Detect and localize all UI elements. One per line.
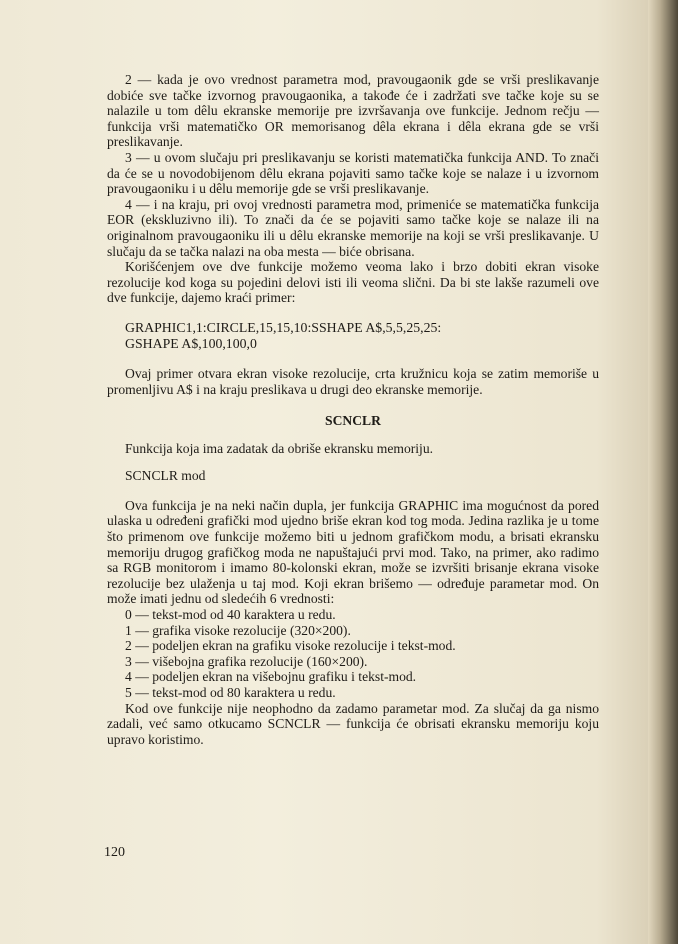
page-number: 120 xyxy=(104,845,125,860)
paragraph-example-intro: Korišćenjem ove dve funkcije možemo veoma lako i brzo dobiti ekran visoke rezolucije kod koga su pojedini delovi isti ili veoma slični. Da bi ste lakše razumeli ove dve funkcije, dajemo kraći primer: xyxy=(107,259,599,306)
paragraph-mode-3: 3 — u ovom slučaju pri preslikavanju se koristi matematička funkcija AND. To znači da će se u novodobijenom dêlu ekrana pojaviti samo tačke koje se nalaze i u izvornom pravougaoniku i u dêlu memorije gde se vrši preslikavanje. xyxy=(107,149,599,197)
section-title: SCNCLR xyxy=(325,413,381,429)
paragraph-example-explanation: Ovaj primer otvara ekran visoke rezolucije, crta kružnicu koja se zatim memoriše u promenljivu A$ i na kraju preslikava u drugi deo ekranske memorije. xyxy=(107,365,599,397)
paragraph-mode-4: 4 — i na kraju, pri ovoj vrednosti parametra mod, primeniće se matematička funkcija EOR (ekskluzivno ili). To znači da će se pojaviti samo tačke koje se nalaze ili na originalnom pravougaoniku ili u dêlu ekranske memorije na koji se vrši preslikavanje. U slučaju da se tačka nalazi na oba mesta — biće obrisana. xyxy=(107,196,599,259)
code-example xyxy=(125,320,599,352)
mode-list-item: 4 — podeljen ekran na višebojnu grafiku i tekst-mod. xyxy=(125,669,417,685)
book-spine-shadow xyxy=(648,0,678,944)
paragraph-final: Kod ove funkcije nije neophodno da zadamo parametar mod. Za slučaj da ga nismo zadali, već samo otkucamo SCNCLR — funkcija će obrisati ekransku memoriju koju upravo koristimo. xyxy=(107,700,599,747)
code-line: GSHAPE A$,100,100,0 xyxy=(125,335,257,351)
mode-list-item: 5 — tekst-mod od 80 karaktera u redu. xyxy=(125,685,336,700)
mode-list-item: 2 — podeljen ekran na grafiku visoke rezolucije i tekst-mod. xyxy=(125,638,456,654)
mode-list-item: 0 — tekst-mod od 40 karaktera u redu. xyxy=(125,607,336,623)
paragraph-mode-description: Ova funkcija je na neki način dupla, jer funkcija GRAPHIC ima mogućnost da pored ulaska u određeni grafički mod ujedno briše ekran kod tog moda. Jedina razlika je u tome što primenom ove funkcije možemo biti u jednom grafičkom modu, a brisati ekransku memoriju drugog grafičkog moda ne napuštajući prvi mod. Tako, na primer, ako radimo sa RGB monitorom i imamo 80-kolonski ekran, može se izvršiti brisanje ekrana visoke rezolucije bez ulaženja u taj mod. Koji ekran brišemo — određuje parametar mod. On može imati jednu od sledećih 6 vrednosti: xyxy=(107,497,599,607)
paragraph-mode-2: 2 — kada je ovo vrednost parametra mod, pravougaonik gde se vrši preslikavanje dobiće sve tačke izvornog pravougaonika, a takođe će i zadržati sve tačke koje su se nalazile u tom dêlu ekranske memorije pre izvršavanja ove funkcije. Jednom rečju — funkcija vrši matematičko OR memorisanog dêla ekrana i dêla ekrana gde se vrši preslikavanje. xyxy=(107,72,599,150)
mode-list-item: 1 — grafika visoke rezolucije (320×200). xyxy=(125,622,351,638)
code-line: GRAPHIC1,1:CIRCLE,15,15,10:SSHAPE A$,5,5,25,25: xyxy=(125,319,442,335)
mode-list-item: 3 — višebojna grafika rezolucije (160×200). xyxy=(125,653,368,669)
mode-list xyxy=(107,607,599,701)
subsection-title: SCNCLR mod xyxy=(125,468,206,484)
page-body xyxy=(107,72,599,747)
section-intro: Funkcija koja ima zadatak da obriše ekransku memoriju. xyxy=(125,440,434,456)
